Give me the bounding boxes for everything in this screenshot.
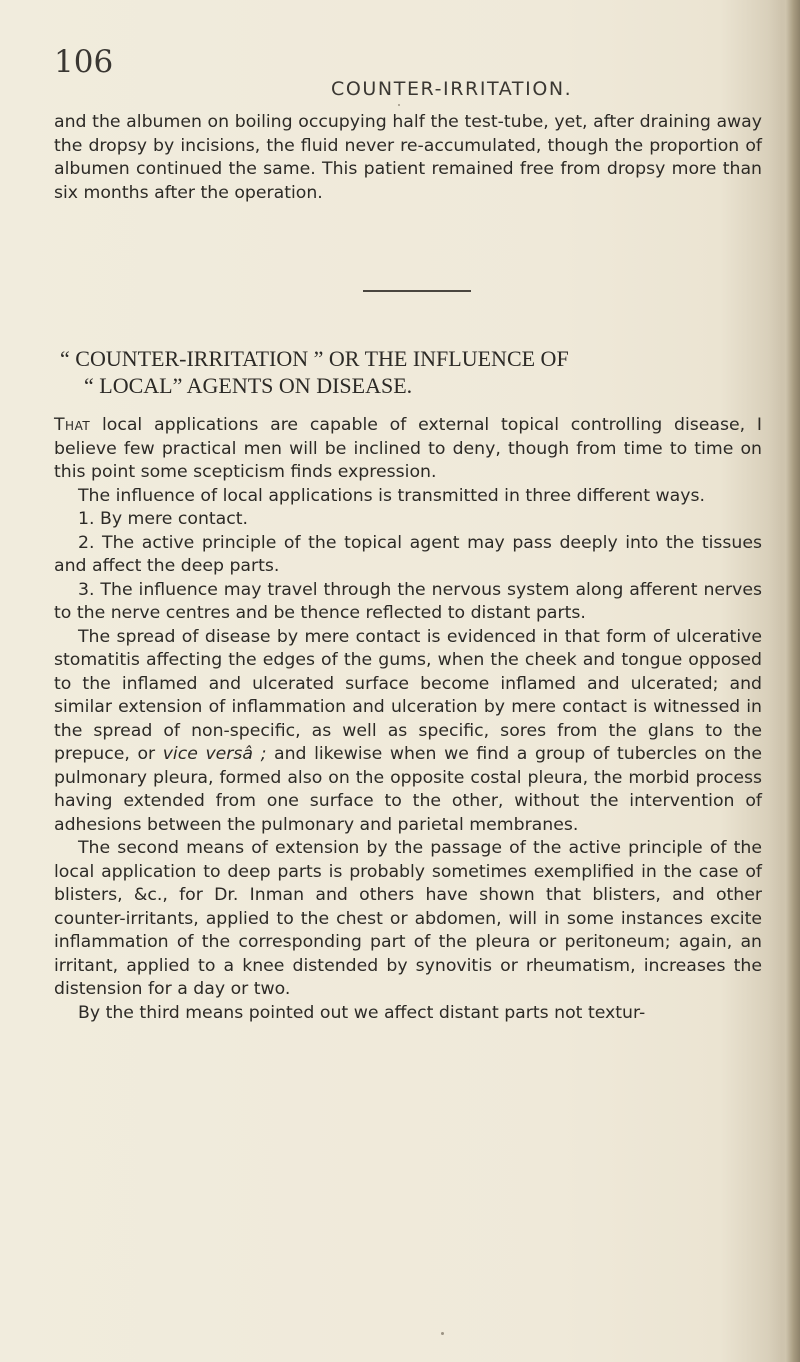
paragraph-spread-by-contact [54,626,762,838]
spread-text-after: and likewise when we find a group of tubercles on the pulmonary pleura, formed also on the opposite costal pleura, the morbid process having extended from one surface to the other, without the intervention of adhesions between the pulmonary and parietal membranes. [54,744,762,835]
opening-paragraph: and the albumen on boiling occupying half the test-tube, yet, after draining away the dropsy by incisions, the fluid never re-accumulated, though the proportion of albumen continued the same. This patient remained free from dropsy more than six months after the operation. [54,112,762,203]
page-edge-shadow [778,0,800,1362]
section-heading [60,345,762,399]
paper-speck [398,104,400,106]
page-number: 106 [54,44,114,80]
paragraph-third-means: By the third means pointed out we affect distant parts not textur- [78,1002,646,1023]
running-head: COUNTER-IRRITATION. [331,78,573,100]
page-header [54,40,754,100]
intro-lead-word: That [54,415,91,435]
intro-paragraph [54,414,762,485]
section-heading-line-1: “ COUNTER-IRRITATION ” OR THE INFLUENCE OF [60,346,569,371]
section-divider [363,290,471,292]
list-item-2: 2. The active principle of the topical agent may pass deeply into the tissues and affect the deep parts. [54,532,762,576]
spread-text-before: The spread of disease by mere contact is evidenced in that form of ulcerative stomatitis affecting the edges of the gums, when the cheek and tongue opposed to the inflamed and ulcerated surface become inflamed and ulcerated; and similar extension of inflammation and ulceration by mere contact is witnessed in the spread of non-specific, as well as specific, sores from the glans to the prepuce, or [54,626,762,764]
paragraph-three-ways: The influence of local applications is transmitted in three different ways. [78,485,705,506]
list-item-1: 1. By mere contact. [78,509,249,529]
spread-italic-phrase: vice versâ ; [162,744,267,764]
paper-speck [441,1332,444,1335]
list-item-3: 3. The influence may travel through the nervous system along afferent nerves to the nerve centres and be thence reflected to distant parts. [54,579,762,623]
section-heading-line-2: “ LOCAL” AGENTS ON DISEASE. [84,373,413,398]
paragraph-second-means: The second means of extension by the passage of the active principle of the local application to deep parts is probably sometimes exemplified in the case of blisters, &c., for Dr. Inman and others have shown that blisters, and other counter-irritants, applied to the chest or abdomen, will in some instances excite inflammation of the corresponding part of the pleura or peritoneum; again, an irritant, applied to a knee distended by synovitis or rheumatism, increases the distension for a day or two. [54,838,762,999]
section-body [54,414,762,1025]
intro-text: local applications are capable of external topical controlling disease, I believe few practical men will be inclined to deny, though from time to time on this point some scepticism finds expression. [54,415,762,482]
